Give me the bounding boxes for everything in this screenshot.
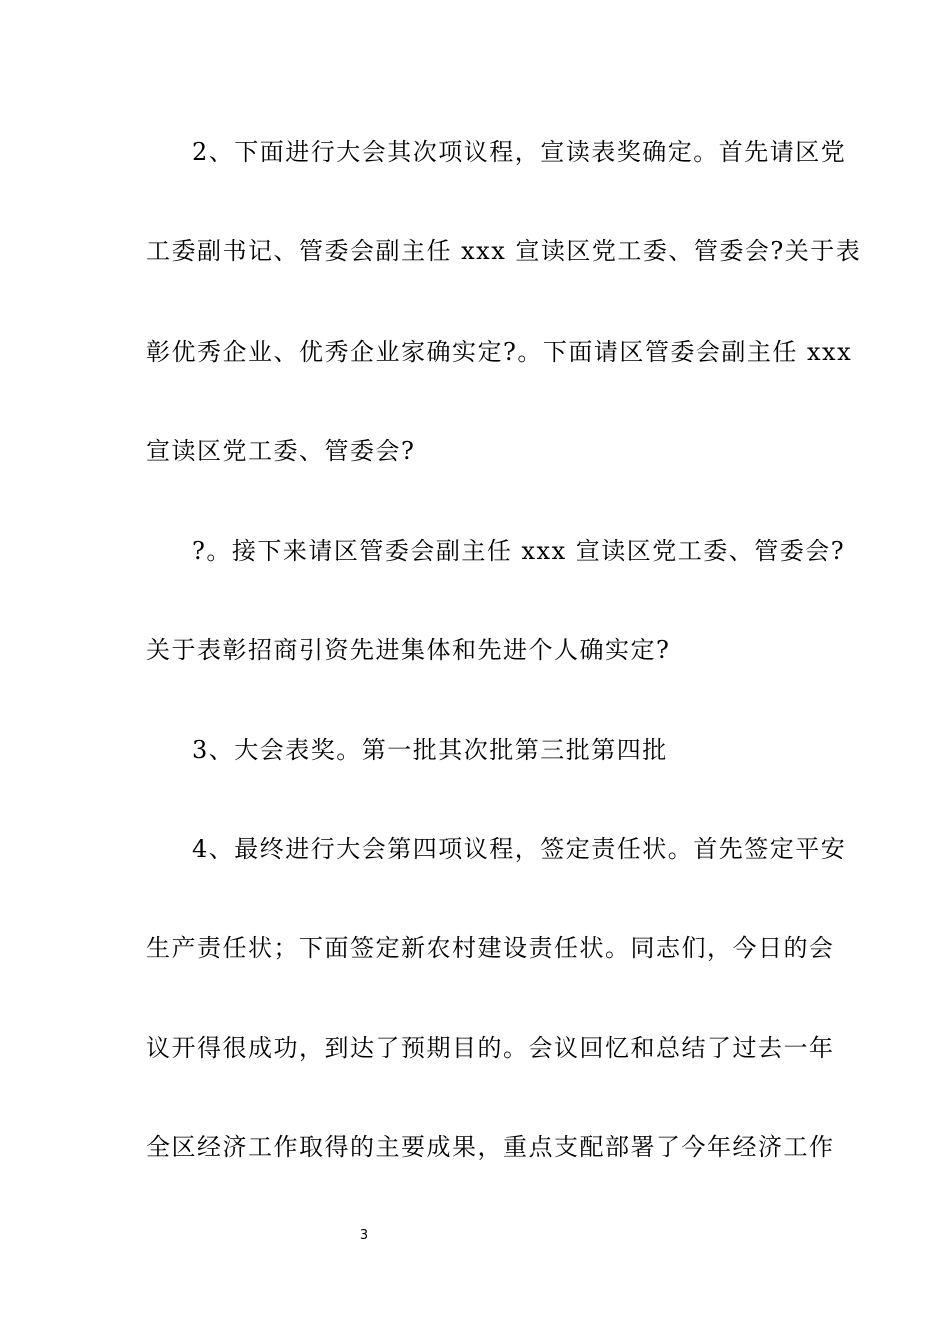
text-line: 宣读区党工委、管委会?: [146, 437, 416, 465]
text-line: 议开得很成功，到达了预期目的。会议回忆和总结了过去一年: [146, 1034, 835, 1062]
text-line: ?。接下来请区管委会副主任 xxx 宣读区党工委、管委会?: [192, 537, 846, 565]
text-line: 全区经济工作取得的主要成果，重点支配部署了今年经济工作: [146, 1133, 835, 1161]
text-line: 工委副书记、管委会副主任 xxx 宣读区党工委、管委会?关于表: [146, 237, 862, 265]
text-line: 2、下面进行大会其次项议程，宣读表奖确定。首先请区党: [192, 138, 847, 166]
page-number: 3: [359, 1228, 369, 1243]
text-line: 生产责任状；下面签定新农村建设责任状。同志们，今日的会: [146, 934, 835, 962]
text-line: 彰优秀企业、优秀企业家确实定?。下面请区管委会副主任 xxx: [146, 338, 853, 366]
text-line: 3、大会表奖。第一批其次批第三批第四批: [192, 736, 668, 764]
text-line: 关于表彰招商引资先进集体和先进个人确实定?: [146, 636, 671, 664]
text-line: 4、最终进行大会第四项议程，签定责任状。首先签定平安: [192, 835, 847, 863]
